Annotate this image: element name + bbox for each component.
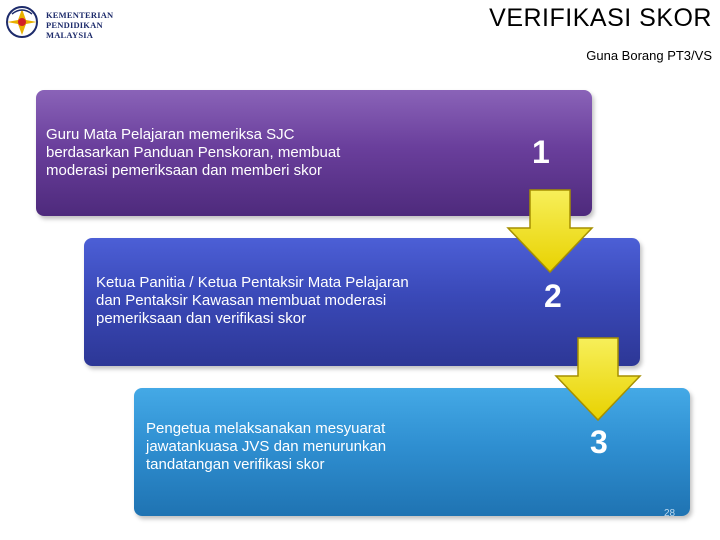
step-text-line: jawatankuasa JVS dan menurunkan — [146, 438, 387, 455]
step-2-text — [96, 274, 409, 328]
logo-line: PENDIDIKAN — [46, 20, 103, 30]
step-text-line: tandatangan verifikasi skor — [146, 456, 325, 473]
page-title: VERIFIKASI SKOR — [489, 4, 712, 32]
ministry-logo — [4, 4, 124, 40]
step-1-box — [36, 90, 592, 216]
logo-text — [46, 10, 136, 40]
logo-line: MALAYSIA — [46, 30, 94, 40]
step-3-text — [146, 420, 386, 474]
step-text-line: Ketua Panitia / Ketua Pentaksir Mata Pelajaran — [96, 274, 409, 291]
logo-line: KEMENTERIAN — [46, 10, 114, 20]
page-subtitle: Guna Borang PT3/VS — [586, 48, 712, 63]
step-2-number: 2 — [544, 278, 562, 314]
step-text-line: Pengetua melaksanakan mesyuarat — [146, 420, 386, 437]
step-3-box — [134, 388, 690, 516]
crest-icon — [4, 4, 44, 40]
step-text-line: Guru Mata Pelajaran memeriksa SJC — [46, 126, 295, 143]
step-3-number: 3 — [590, 424, 608, 460]
step-text-line: berdasarkan Panduan Penskoran, membuat — [46, 144, 341, 161]
step-text-line: dan Pentaksir Kawasan membuat moderasi — [96, 292, 387, 309]
step-text-line: moderasi pemeriksaan dan memberi skor — [46, 162, 322, 179]
step-1-number: 1 — [532, 134, 550, 170]
step-text-line: pemeriksaan dan verifikasi skor — [96, 310, 307, 327]
step-1-text — [46, 126, 340, 180]
page-number: 28 — [664, 508, 676, 519]
step-2-box — [84, 238, 640, 366]
